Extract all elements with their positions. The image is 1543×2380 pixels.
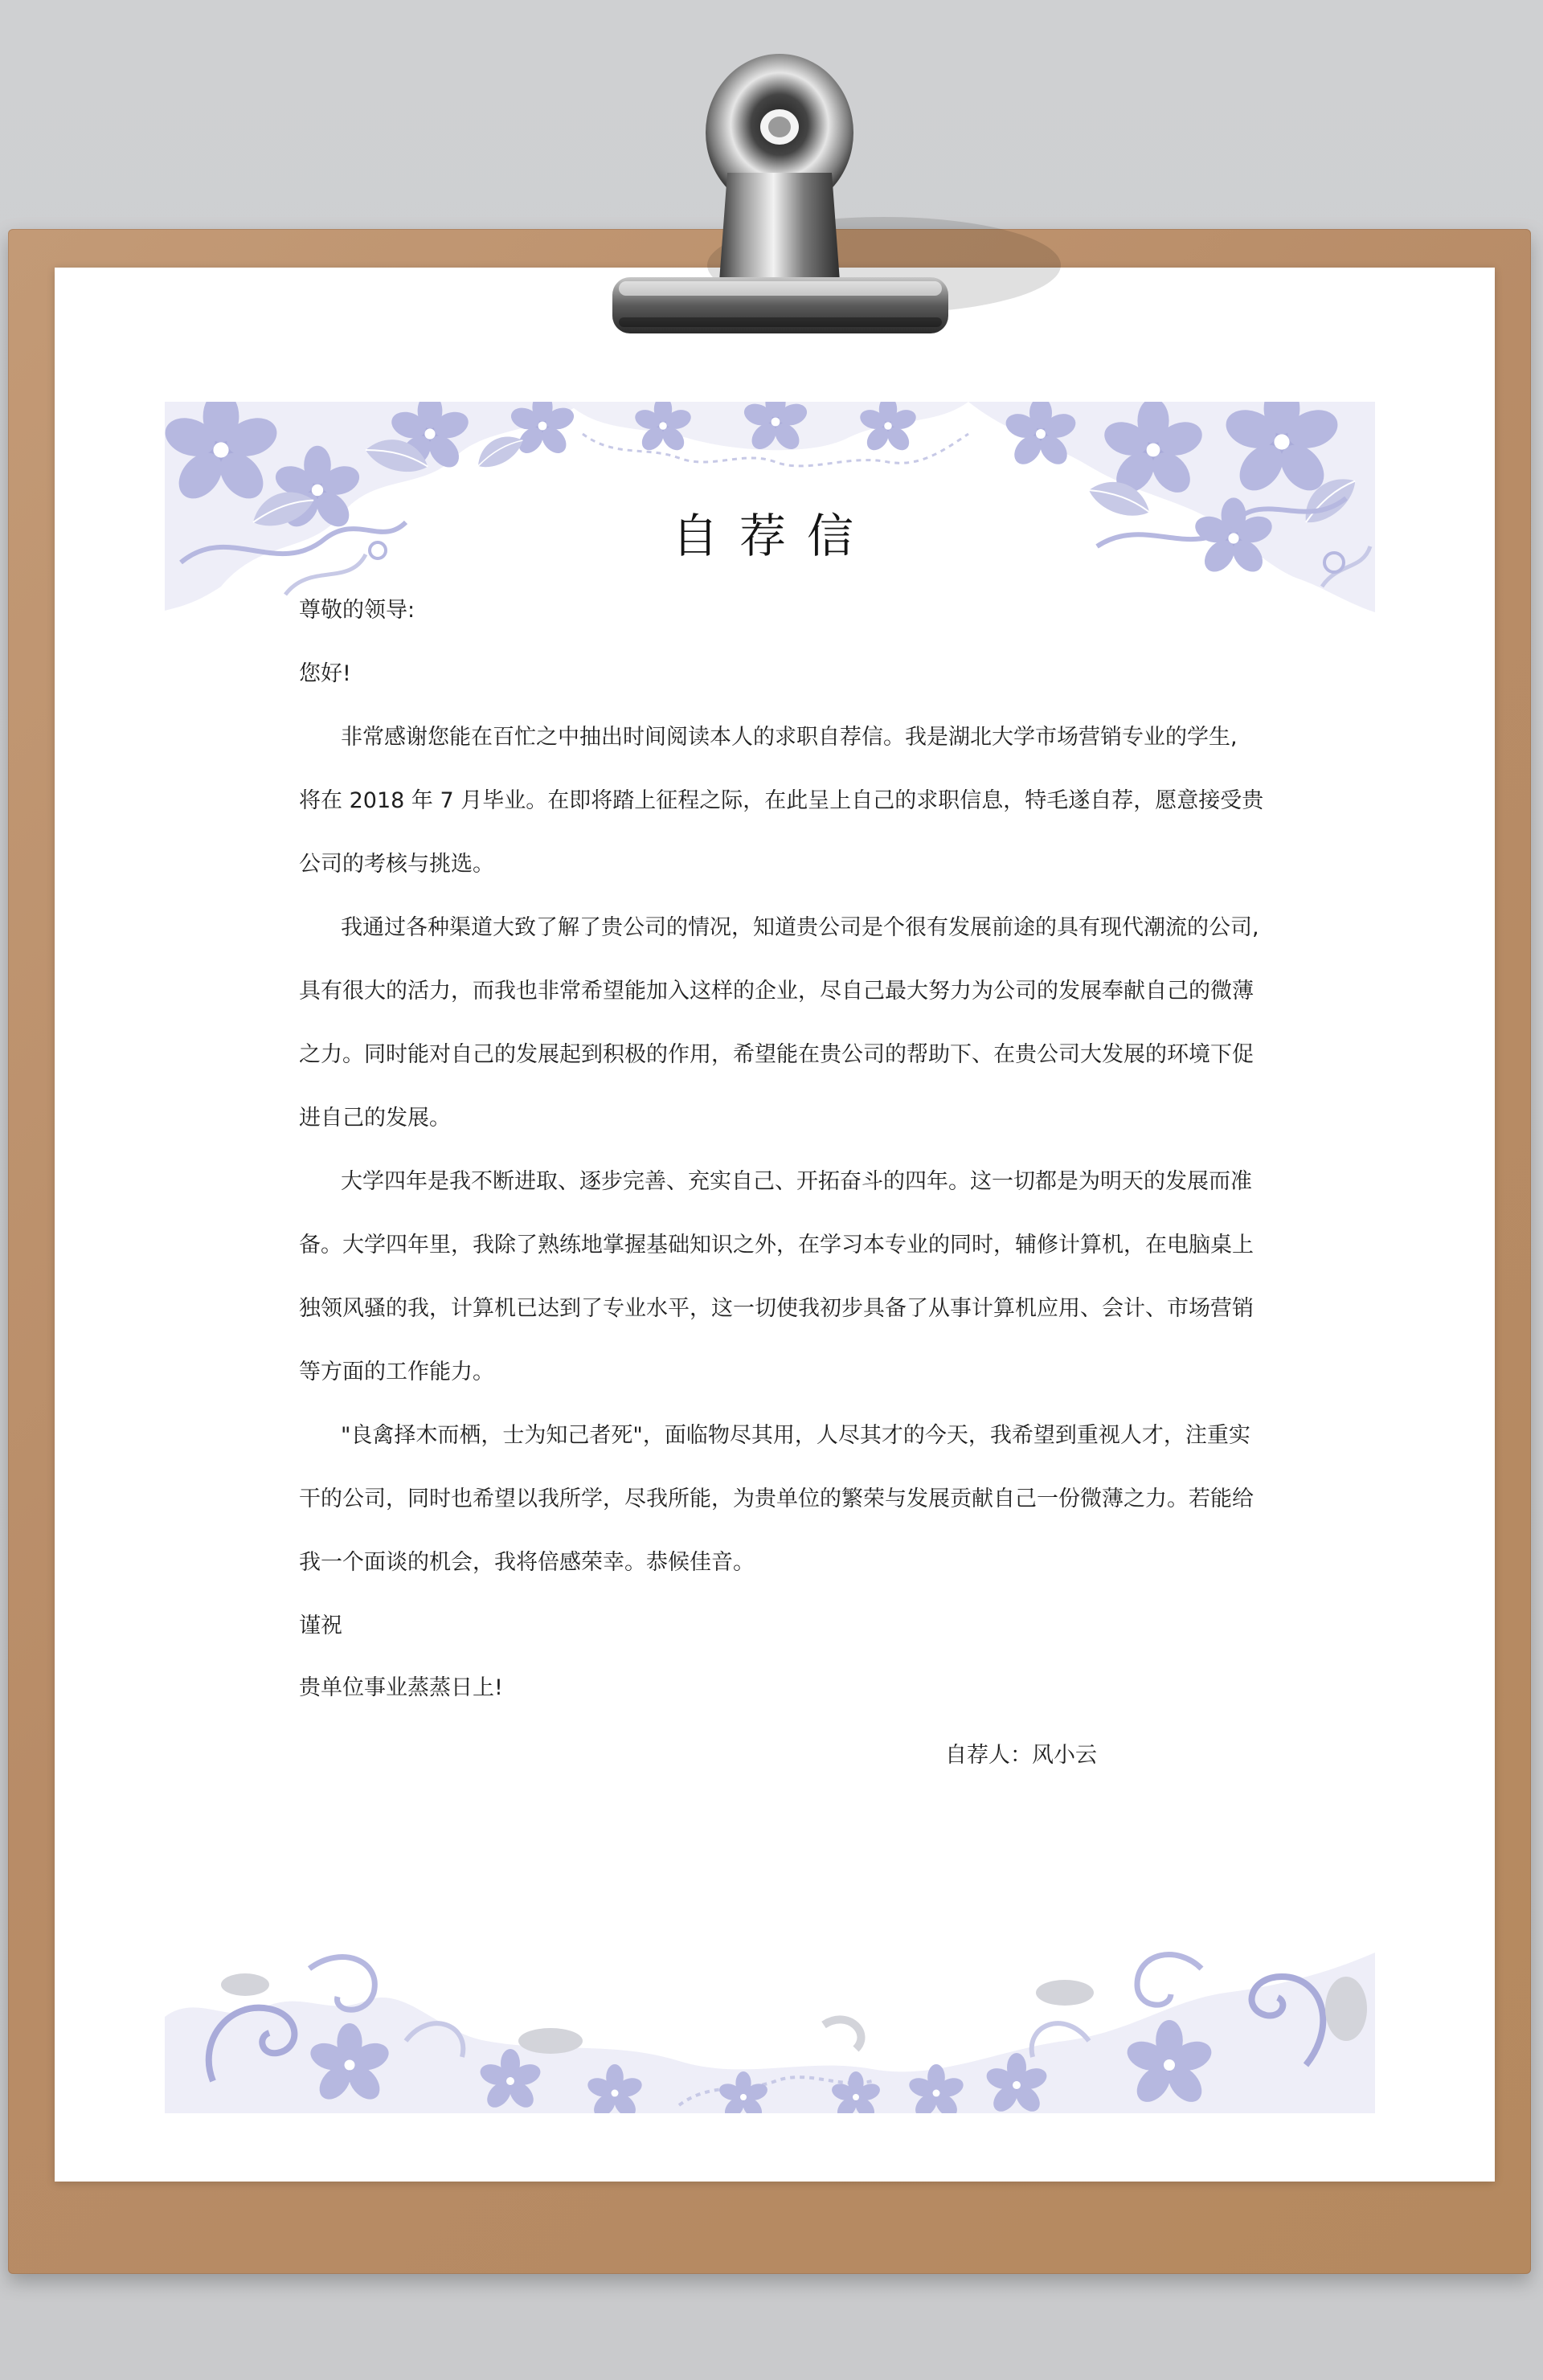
closing: 谨祝 [299, 1613, 342, 1638]
lace-border-bottom [165, 1920, 1375, 2113]
paragraph-2-line-2: 具有很大的活力，而我也非常希望能加入这样的企业，尽自己最大努力为公司的发展奉献自己的微薄 [299, 979, 1254, 1004]
signature: 自荐人：风小云 [945, 1743, 1097, 1768]
letter-title: 自荐信 [671, 509, 874, 563]
paragraph-1-line-2: 将在 2018 年 7 月毕业。在即将踏上征程之际，在此呈上自己的求职信息，特毛遂自荐，愿意接受贵 [299, 788, 1264, 813]
paragraph-1-line-3: 公司的考核与挑选。 [299, 852, 494, 877]
paragraph-2-line-4: 进自己的发展。 [299, 1106, 451, 1131]
salutation: 尊敬的领导: [299, 598, 415, 623]
paragraph-3-line-2: 备。大学四年里，我除了熟练地掌握基础知识之外，在学习本专业的同时，辅修计算机，在电脑桌上 [299, 1233, 1254, 1257]
paragraph-4-line-3: 我一个面谈的机会，我将倍感荣幸。恭候佳音。 [299, 1550, 755, 1575]
lace-bottom-pattern [165, 1920, 1375, 2113]
closing-wish: 贵单位事业蒸蒸日上! [299, 1675, 503, 1700]
paragraph-3-line-1: 大学四年是我不断进取、逐步完善、充实自己、开拓奋斗的四年。这一切都是为明天的发展而准 [341, 1169, 1252, 1194]
paragraph-4-line-1: "良禽择木而栖，士为知己者死"，面临物尽其用，人尽其才的今天，我希望到重视人才，注重实 [341, 1423, 1250, 1448]
greeting: 您好! [299, 661, 351, 686]
paragraph-2-line-1: 我通过各种渠道大致了解了贵公司的情况，知道贵公司是个很有发展前途的具有现代潮流的公司, [341, 915, 1259, 940]
paragraph-2-line-3: 之力。同时能对自己的发展起到积极的作用，希望能在贵公司的帮助下、在贵公司大发展的环境下促 [299, 1042, 1254, 1067]
binder-clip [0, 0, 1543, 370]
paragraph-4-line-2: 干的公司，同时也希望以我所学，尽我所能，为贵单位的繁荣与发展贡献自己一份微薄之力。若能给 [299, 1486, 1254, 1511]
paragraph-3-line-4: 等方面的工作能力。 [299, 1360, 494, 1384]
paragraph-1-line-1: 非常感谢您能在百忙之中抽出时间阅读本人的求职自荐信。我是湖北大学市场营销专业的学生, [341, 725, 1238, 750]
paragraph-3-line-3: 独领风骚的我，计算机已达到了专业水平，这一切使我初步具备了从事计算机应用、会计、市场营销 [299, 1296, 1254, 1321]
